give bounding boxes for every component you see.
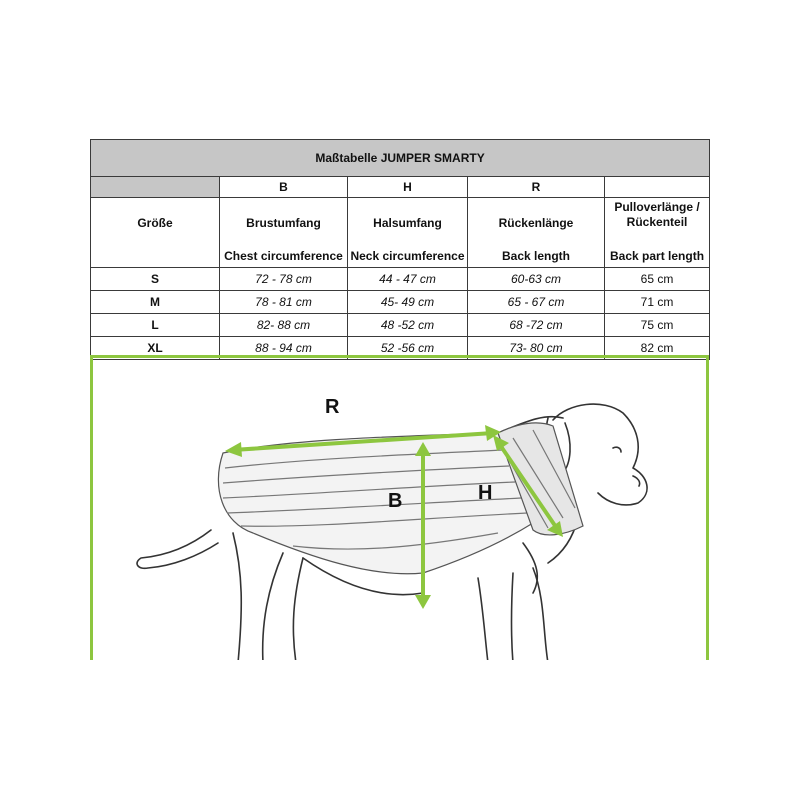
- table-title-row: [91, 140, 710, 177]
- english-header-row: [91, 233, 710, 268]
- table-title: Maßtabelle JUMPER SMARTY: [91, 140, 710, 177]
- chest-value: 72 - 78 cm: [220, 268, 348, 291]
- chest-value: 82- 88 cm: [220, 314, 348, 337]
- part-value: 82 cm: [605, 337, 710, 360]
- en-header-empty: [91, 233, 220, 268]
- back-value: 73- 80 cm: [468, 337, 605, 360]
- part-value: 65 cm: [605, 268, 710, 291]
- part-value: 75 cm: [605, 314, 710, 337]
- label-r: R: [325, 396, 340, 418]
- chest-header-en: Chest circumference: [220, 233, 348, 268]
- table-row: [91, 291, 710, 314]
- size-label: M: [91, 291, 220, 314]
- back-value: 60-63 cm: [468, 268, 605, 291]
- table-row: [91, 314, 710, 337]
- neck-value: 45- 49 cm: [348, 291, 468, 314]
- size-column-header: Größe: [91, 198, 220, 234]
- table-row: [91, 268, 710, 291]
- size-label: L: [91, 314, 220, 337]
- neck-header-de: Halsumfang: [348, 198, 468, 234]
- letter-b: B: [220, 177, 348, 198]
- neck-value: 44 - 47 cm: [348, 268, 468, 291]
- chest-header-de: Brustumfang: [220, 198, 348, 234]
- size-label: XL: [91, 337, 220, 360]
- back-header-de: Rückenlänge: [468, 198, 605, 234]
- part-header-en: Back part length: [605, 233, 710, 268]
- back-value: 65 - 67 cm: [468, 291, 605, 314]
- neck-header-en: Neck circumference: [348, 233, 468, 268]
- letter-cell-blank: [605, 177, 710, 198]
- measure-letter-row: [91, 177, 710, 198]
- dog-measurement-illustration: [90, 355, 709, 660]
- neck-value: 48 -52 cm: [348, 314, 468, 337]
- label-b: B: [388, 490, 403, 512]
- part-value: 71 cm: [605, 291, 710, 314]
- size-chart-table: [90, 139, 710, 360]
- chest-value: 88 - 94 cm: [220, 337, 348, 360]
- label-h: H: [478, 482, 493, 504]
- german-header-row: [91, 198, 710, 234]
- size-label: S: [91, 268, 220, 291]
- letter-h: H: [348, 177, 468, 198]
- back-header-en: Back length: [468, 233, 605, 268]
- neck-value: 52 -56 cm: [348, 337, 468, 360]
- part-header-de: Pulloverlänge / Rückenteil: [605, 198, 710, 234]
- letter-cell-empty: [91, 177, 220, 198]
- back-value: 68 -72 cm: [468, 314, 605, 337]
- chest-value: 78 - 81 cm: [220, 291, 348, 314]
- letter-r: R: [468, 177, 605, 198]
